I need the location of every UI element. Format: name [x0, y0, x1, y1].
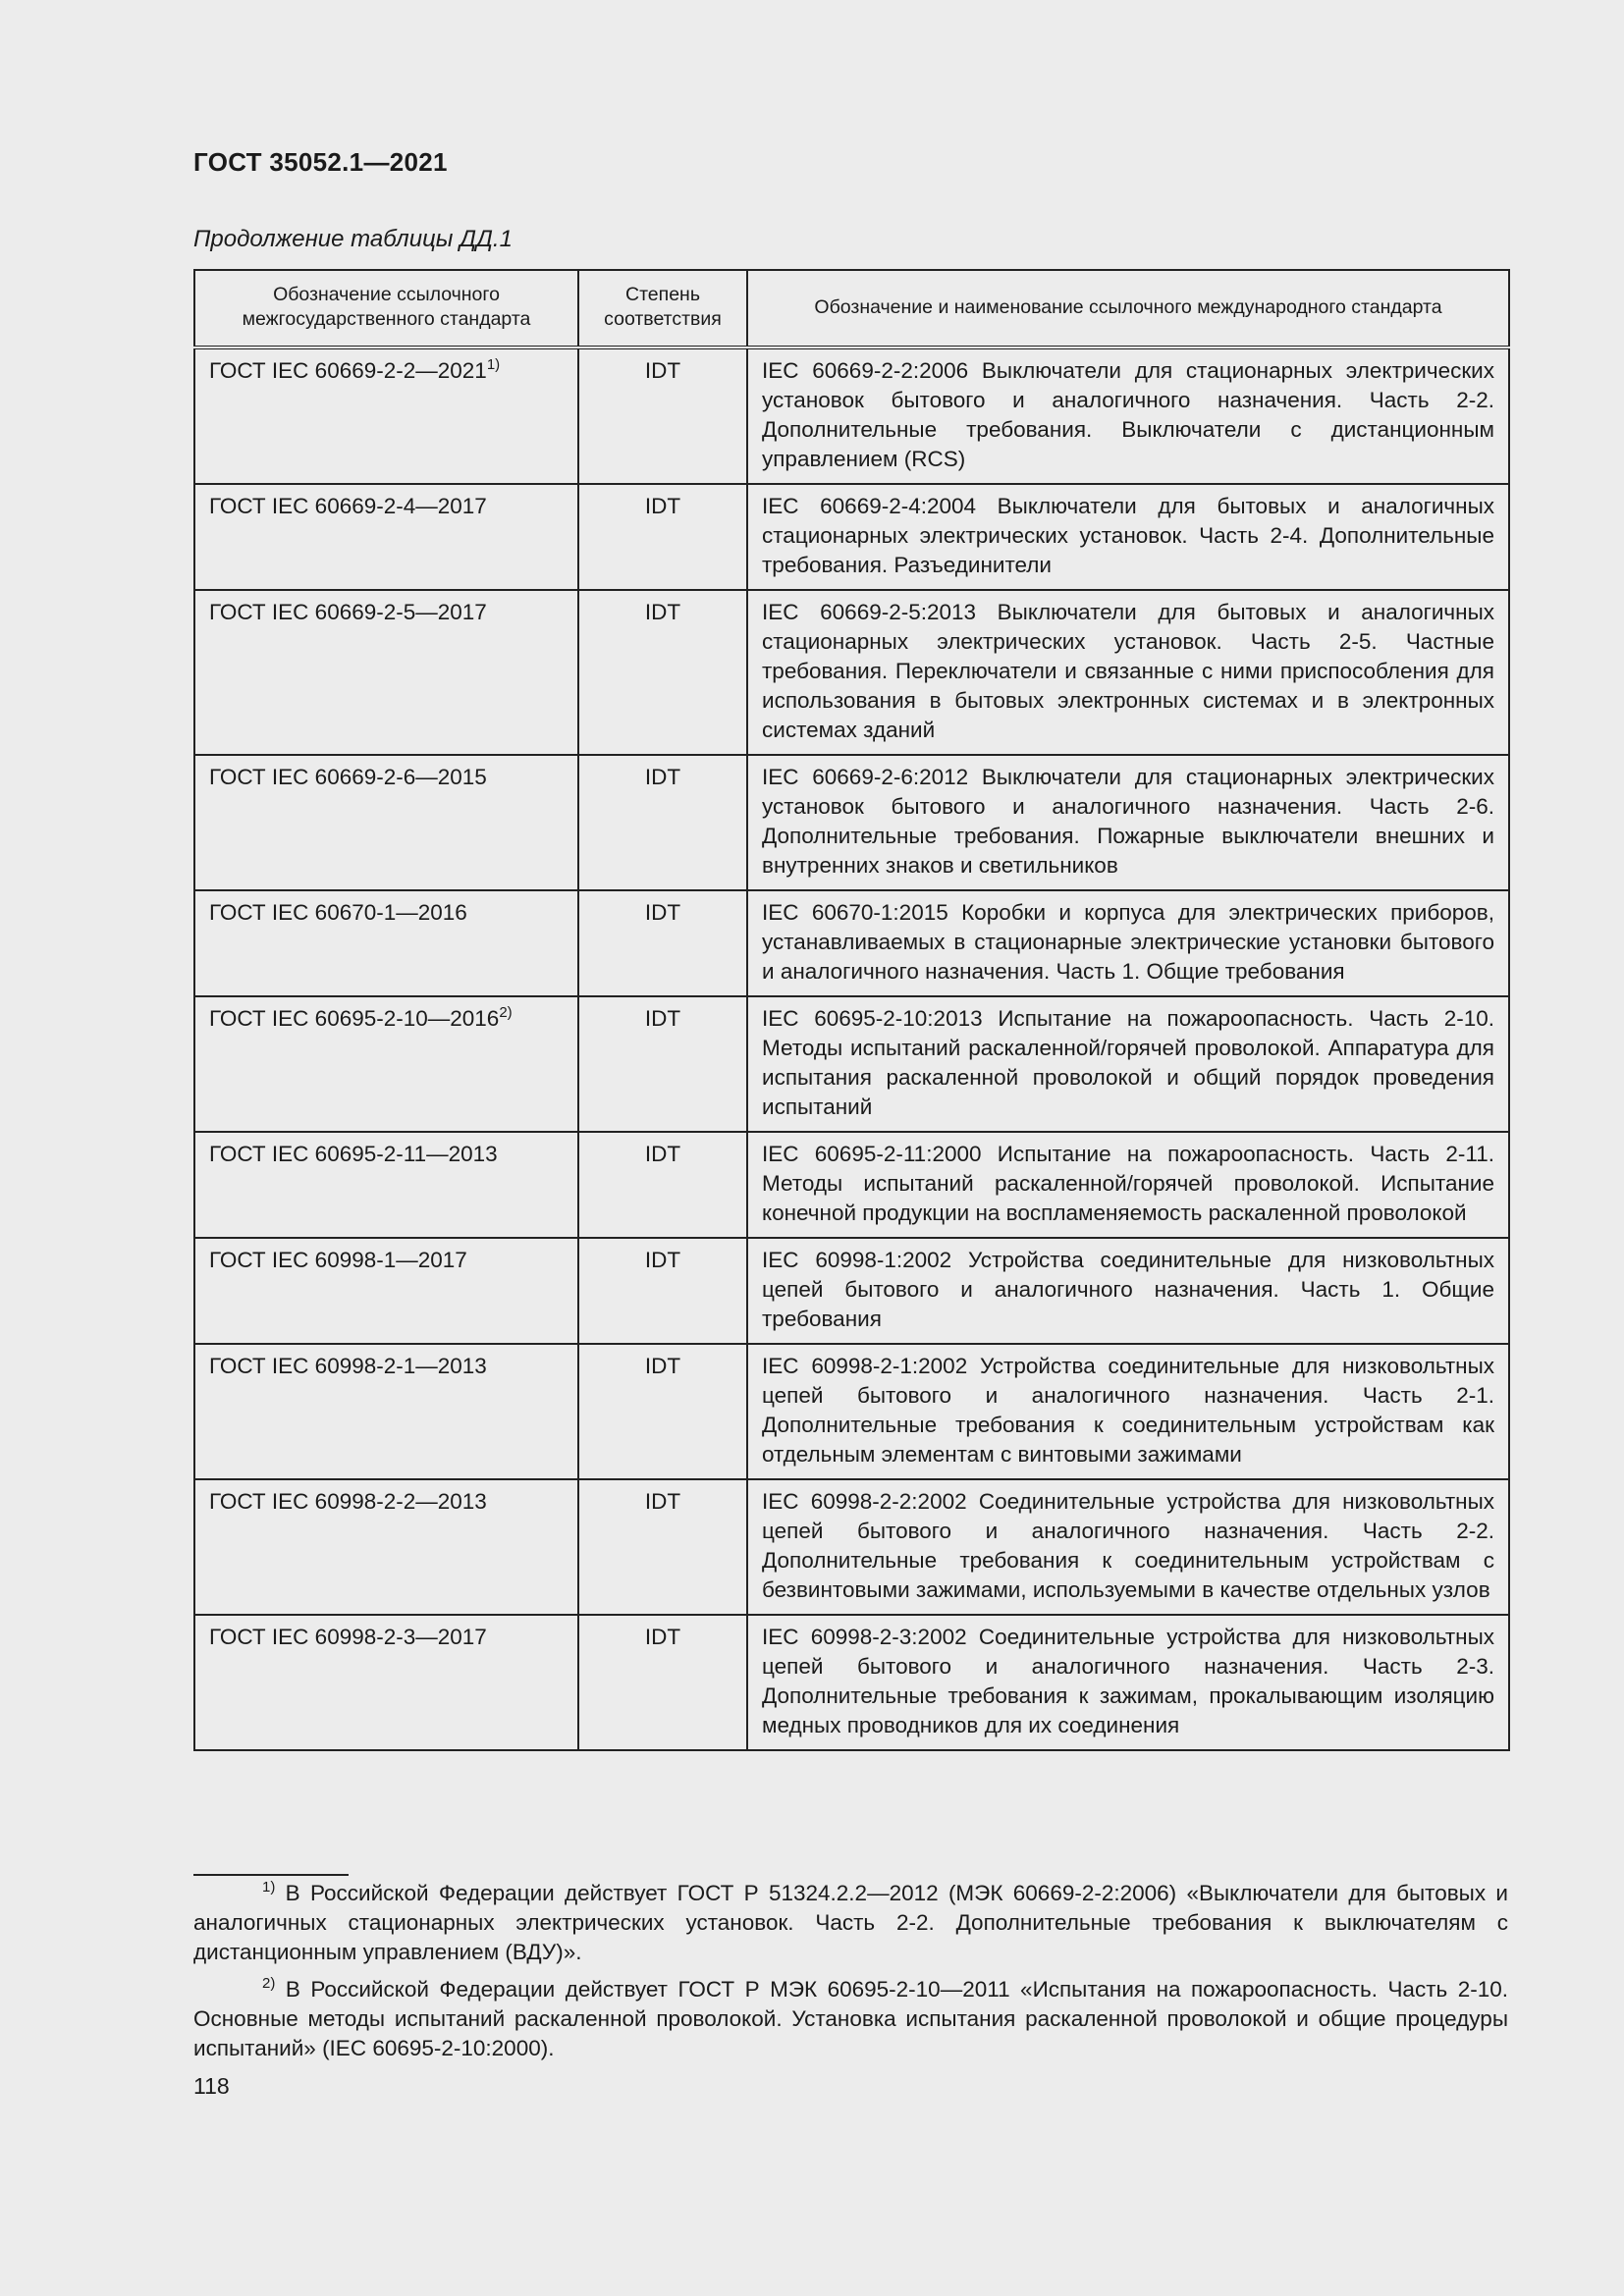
table-row	[194, 996, 1509, 1132]
cell-degree: IDT	[578, 890, 747, 996]
cell-iec-standard: IEC 60998-2-2:2002 Соединительные устройства для низковольтных цепей бытового и аналогичного назначения. Часть 2-2. Дополнительные требования к соединительным устройствам с безвинтовыми зажимами, используемыми в качестве отдельных узлов	[747, 1479, 1509, 1615]
footnote-text: В Российской Федерации действует ГОСТ Р МЭК 60695-2-10—2011 «Испытания на пожароопасность. Часть 2-10. Основные методы испытаний раскаленной проволокой. Установка испытания раскаленной проволокой и общие процедуры испытаний» (IEC 60695-2-10:2000).	[193, 1977, 1508, 2060]
table-row	[194, 1238, 1509, 1344]
gost-designation-text: ГОСТ IEC 60670-1—2016	[209, 900, 467, 925]
cell-iec-standard: IEC 60695-2-10:2013 Испытание на пожароопасность. Часть 2-10. Методы испытаний раскаленной/горячей проволокой. Аппаратура для испытания раскаленной проволокой и общий порядок проведения испытаний	[747, 996, 1509, 1132]
table-row	[194, 590, 1509, 755]
footnote-1	[193, 1879, 1508, 1967]
footnote-text: В Российской Федерации действует ГОСТ Р 51324.2.2—2012 (МЭК 60669-2-2:2006) «Выключатели для бытовых и аналогичных стационарных электрических установок. Часть 2-2. Дополнительные требования к выключателям с дистанционным управлением (ВДУ)».	[193, 1881, 1508, 1964]
cell-iec-standard: IEC 60998-2-1:2002 Устройства соединительные для низковольтных цепей бытового и аналогичного назначения. Часть 2-1. Дополнительные требования к соединительным устройствам как отдельным элементам с винтовыми зажимами	[747, 1344, 1509, 1479]
gost-designation-text: ГОСТ IEC 60998-1—2017	[209, 1248, 467, 1272]
cell-iec-standard: IEC 60669-2-5:2013 Выключатели для бытовых и аналогичных стационарных электрических установок. Часть 2-5. Частные требования. Переключатели и связанные с ними приспособления для использования в бытовых электронных системах и в электронных системах зданий	[747, 590, 1509, 755]
table-header-row	[194, 270, 1509, 347]
page-number: 118	[193, 2073, 230, 2099]
cell-degree: IDT	[578, 1132, 747, 1238]
cell-gost-designation	[194, 1132, 578, 1238]
gost-designation-text: ГОСТ IEC 60998-2-2—2013	[209, 1489, 487, 1514]
cell-gost-designation	[194, 590, 578, 755]
cell-gost-designation	[194, 755, 578, 890]
cell-iec-standard: IEC 60669-2-6:2012 Выключатели для стационарных электрических установок бытового и аналогичного назначения. Часть 2-6. Дополнительные требования. Пожарные выключатели внешних и внутренних знаков и светильников	[747, 755, 1509, 890]
cell-degree: IDT	[578, 1615, 747, 1750]
gost-designation-text: ГОСТ IEC 60669-2-2—2021	[209, 358, 487, 383]
cell-gost-designation	[194, 1479, 578, 1615]
footnote-reference: 2)	[499, 1004, 513, 1021]
cell-gost-designation	[194, 484, 578, 590]
cell-gost-designation	[194, 996, 578, 1132]
column-header-gost: Обозначение ссылочного межгосударственного стандарта	[194, 270, 578, 347]
footnote-reference: 1)	[486, 356, 501, 373]
cell-degree: IDT	[578, 755, 747, 890]
gost-designation-text: ГОСТ IEC 60695-2-10—2016	[209, 1006, 500, 1031]
footnote-separator	[193, 1874, 349, 1876]
table-body	[194, 347, 1509, 1750]
cell-iec-standard: IEC 60669-2-4:2004 Выключатели для бытовых и аналогичных стационарных электрических установок. Часть 2-4. Дополнительные требования. Разъединители	[747, 484, 1509, 590]
table-row	[194, 1132, 1509, 1238]
footnote-mark: 1)	[262, 1879, 276, 1896]
table-row	[194, 484, 1509, 590]
table-row	[194, 1479, 1509, 1615]
footnote-mark: 2)	[262, 1975, 276, 1992]
cell-gost-designation	[194, 890, 578, 996]
cell-iec-standard: IEC 60669-2-2:2006 Выключатели для стационарных электрических установок бытового и аналогичного назначения. Часть 2-2. Дополнительные требования. Выключатели с дистанционным управлением (RCS)	[747, 347, 1509, 484]
gost-designation-text: ГОСТ IEC 60669-2-5—2017	[209, 600, 487, 624]
table-row	[194, 755, 1509, 890]
gost-designation-text: ГОСТ IEC 60998-2-3—2017	[209, 1625, 487, 1649]
column-header-iec: Обозначение и наименование ссылочного международного стандарта	[747, 270, 1509, 347]
cell-gost-designation	[194, 1615, 578, 1750]
cell-degree: IDT	[578, 996, 747, 1132]
cell-iec-standard: IEC 60998-2-3:2002 Соединительные устройства для низковольтных цепей бытового и аналогичного назначения. Часть 2-3. Дополнительные требования к зажимам, прокалывающим изоляцию медных проводников для их соединения	[747, 1615, 1509, 1750]
table-caption: Продолжение таблицы ДД.1	[193, 226, 513, 252]
table-row	[194, 890, 1509, 996]
cell-iec-standard: IEC 60998-1:2002 Устройства соединительные для низковольтных цепей бытового и аналогичного назначения. Часть 1. Общие требования	[747, 1238, 1509, 1344]
cell-iec-standard: IEC 60695-2-11:2000 Испытание на пожароопасность. Часть 2-11. Методы испытаний раскаленной/горячей проволокой. Испытание конечной продукции на воспламеняемость раскаленной проволокой	[747, 1132, 1509, 1238]
column-header-degree: Степень соответствия	[578, 270, 747, 347]
footnotes	[193, 1879, 1508, 2071]
table-row	[194, 347, 1509, 484]
document-title: ГОСТ 35052.1—2021	[193, 147, 448, 177]
cell-gost-designation	[194, 1344, 578, 1479]
footnote-2	[193, 1975, 1508, 2063]
cell-iec-standard: IEC 60670-1:2015 Коробки и корпуса для электрических приборов, устанавливаемых в стационарные электрические установки бытового и аналогичного назначения. Часть 1. Общие требования	[747, 890, 1509, 996]
cell-degree: IDT	[578, 484, 747, 590]
cell-degree: IDT	[578, 1238, 747, 1344]
gost-designation-text: ГОСТ IEC 60669-2-4—2017	[209, 494, 487, 518]
cell-degree: IDT	[578, 590, 747, 755]
cell-gost-designation	[194, 347, 578, 484]
cell-gost-designation	[194, 1238, 578, 1344]
cell-degree: IDT	[578, 1344, 747, 1479]
gost-designation-text: ГОСТ IEC 60669-2-6—2015	[209, 765, 487, 789]
gost-designation-text: ГОСТ IEC 60998-2-1—2013	[209, 1354, 487, 1378]
gost-designation-text: ГОСТ IEC 60695-2-11—2013	[209, 1142, 498, 1166]
reference-standards-table	[193, 269, 1510, 1751]
table-row	[194, 1615, 1509, 1750]
cell-degree: IDT	[578, 1479, 747, 1615]
table-row	[194, 1344, 1509, 1479]
cell-degree: IDT	[578, 347, 747, 484]
